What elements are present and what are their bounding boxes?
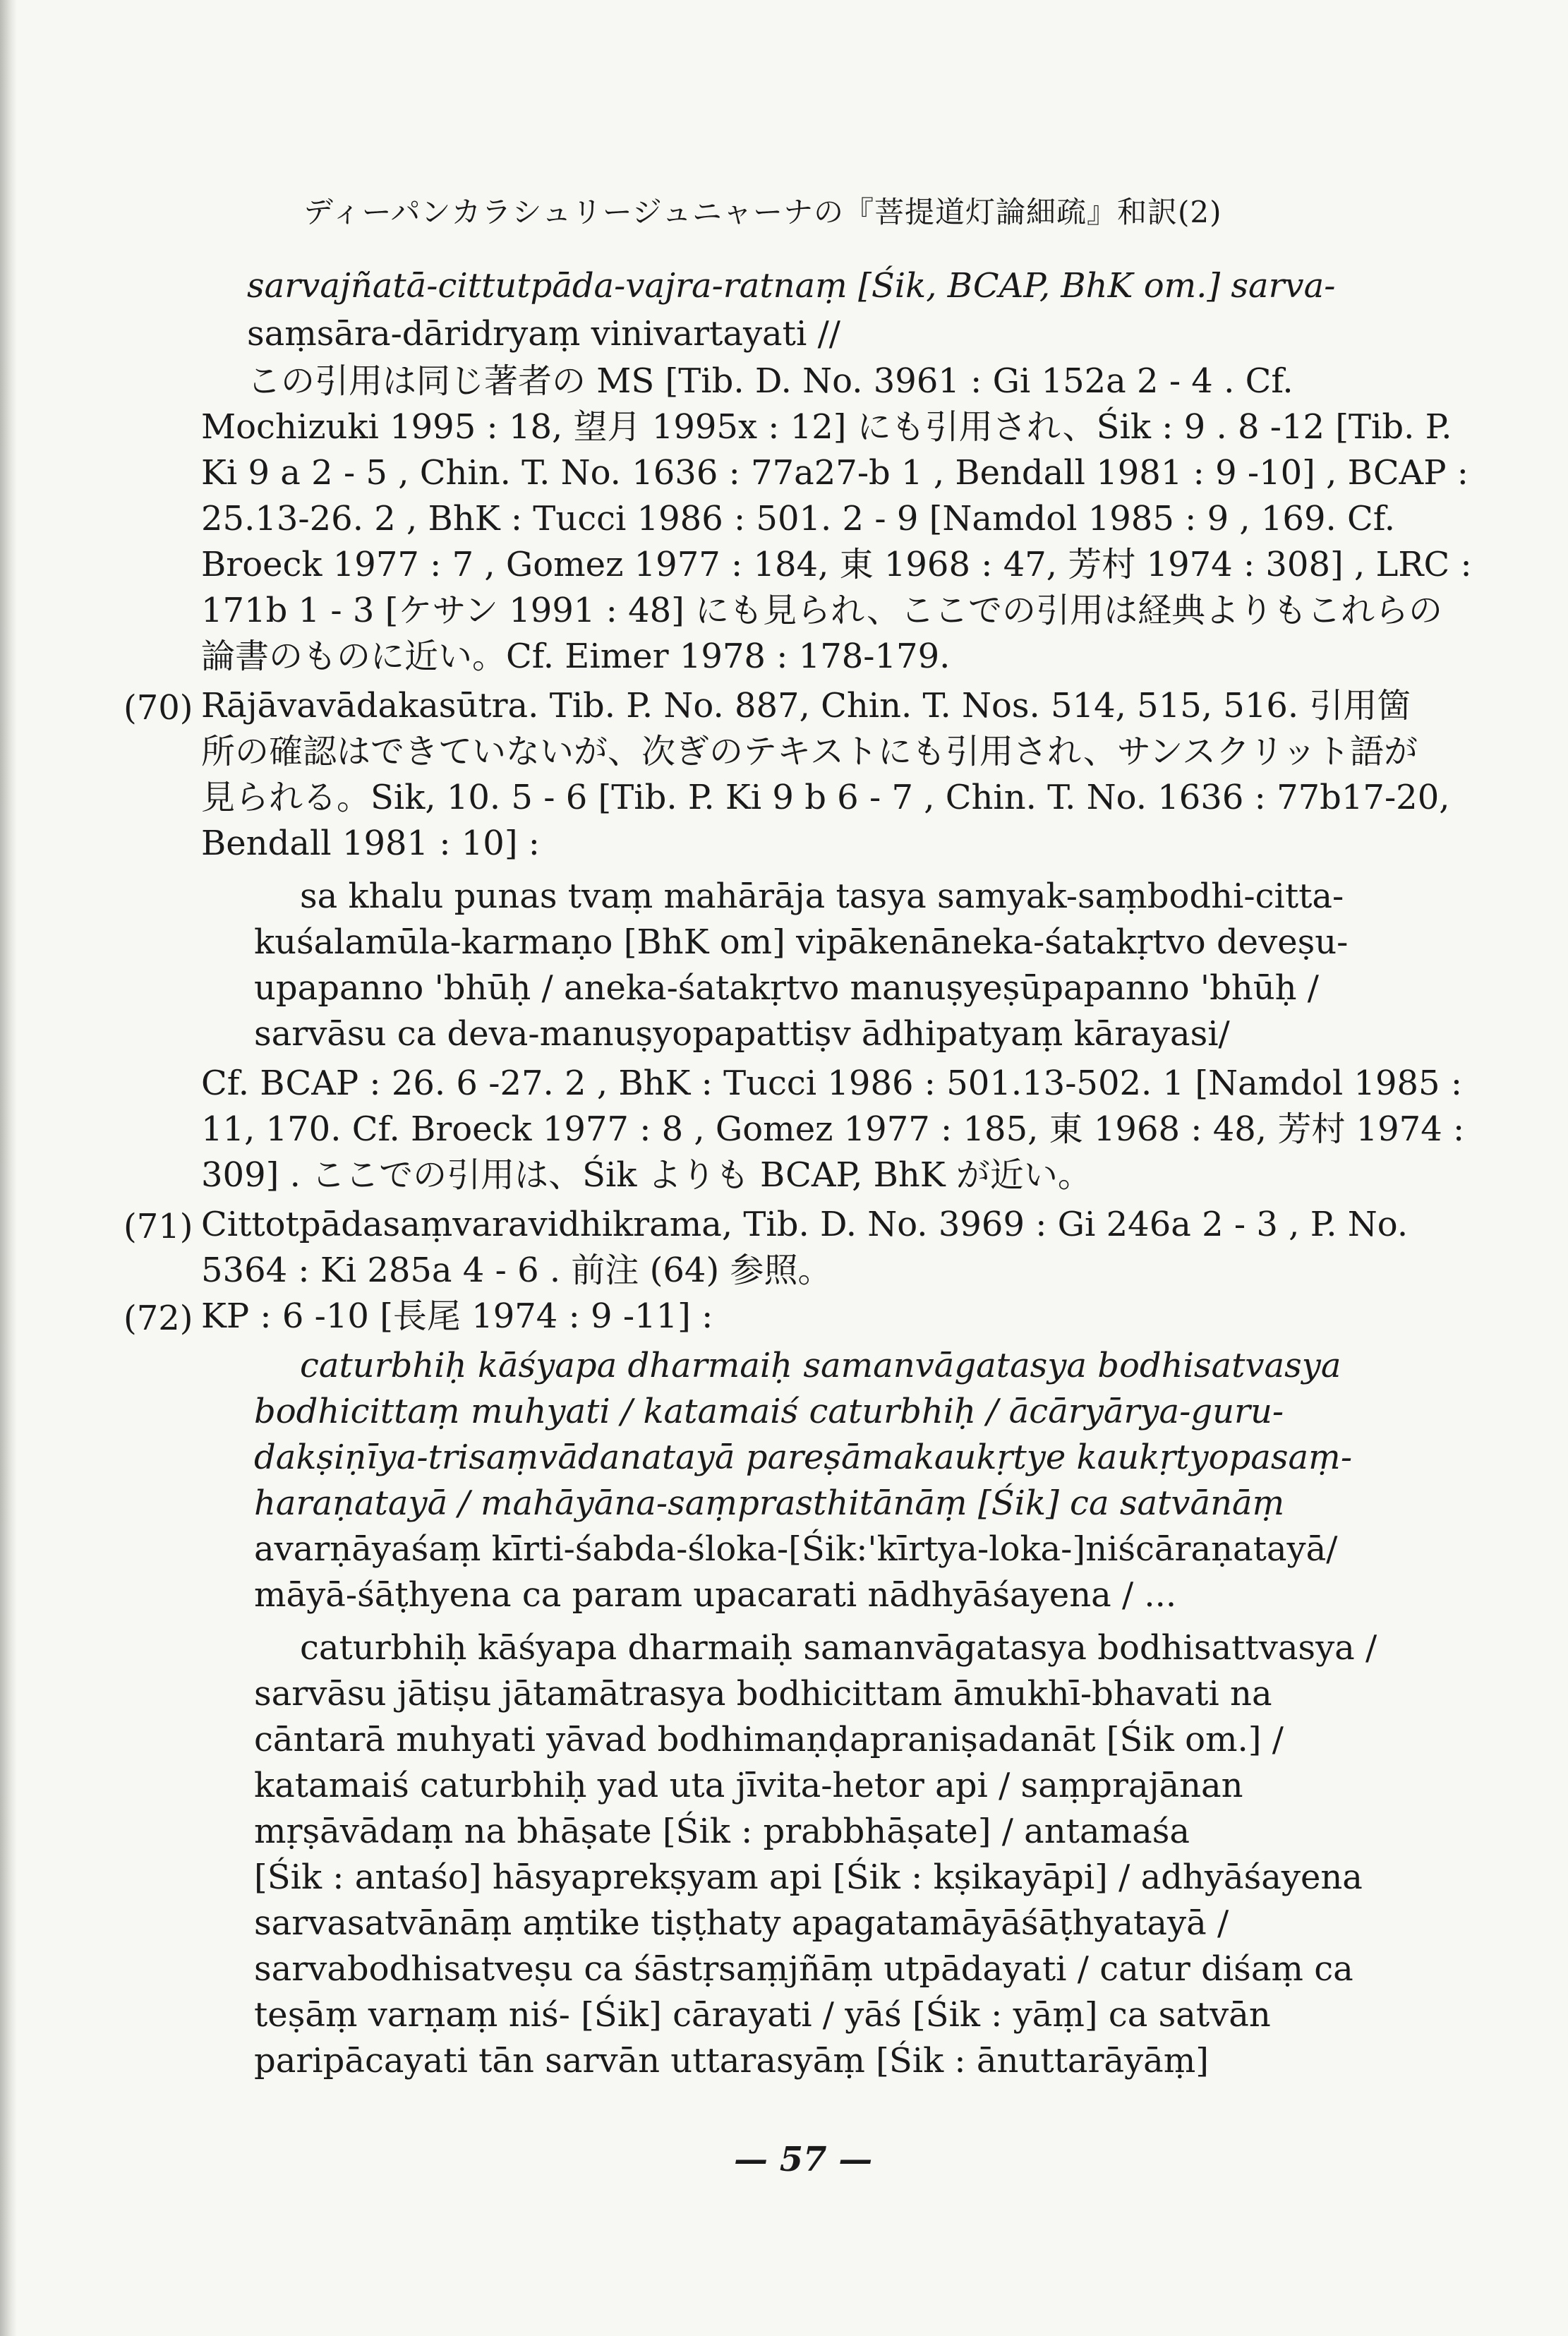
quote-line: sarvāsu ca deva-manuṣyopapattiṣv ādhipatyaṃ kārayasi/ <box>254 1014 1230 1054</box>
note-number: (72) <box>123 1299 193 1338</box>
intro-line: sarvajñatā-cittutpāda-vajra-ratnaṃ [Śik, BCAP, BhK om.] sarva- <box>247 266 1336 306</box>
note-line: KP : 6 -10 [長尾 1974 : 9 -11] : <box>201 1296 713 1336</box>
note-number: (71) <box>123 1207 193 1246</box>
page-number: — 57 — <box>734 2140 873 2179</box>
quote-line: caturbhiḥ kāśyapa dharmaiḥ samanvāgatasya bodhisatvasya <box>300 1346 1341 1385</box>
note-line: 見られる。Sik, 10. 5 - 6 [Tib. P. Ki 9 b 6 - 7 , Chin. T. No. 1636 : 77b17-20, <box>201 778 1450 817</box>
quote-line: katamaiś caturbhiḥ yad uta jīvita-hetor api / saṃprajānan <box>254 1766 1243 1805</box>
note-line: 309] . ここでの引用は、Śik よりも BCAP, BhK が近い。 <box>201 1155 1092 1195</box>
note-line: 11, 170. Cf. Broeck 1977 : 8 , Gomez 1977 : 185, 東 1968 : 48, 芳村 1974 : <box>201 1109 1465 1149</box>
quote-line: bodhicittaṃ muhyati / katamaiś caturbhiḥ / ācāryārya-guru- <box>254 1392 1284 1431</box>
intro-line: 25.13-26. 2 , BhK : Tucci 1986 : 501. 2 - 9 [Namdol 1985 : 9 , 169. Cf. <box>201 499 1396 538</box>
quote-line: kuśalamūla-karmaṇo [BhK om] vipākenāneka-śatakṛtvo deveṣu- <box>254 922 1349 962</box>
scan-edge-shadow <box>0 0 17 2336</box>
note-line: Rājāvavādakasūtra. Tib. P. No. 887, Chin. T. Nos. 514, 515, 516. 引用箇 <box>201 686 1411 726</box>
quote-line: sarvabodhisatveṣu ca śāstṛsaṃjñāṃ utpādayati / catur diśaṃ ca <box>254 1949 1353 1989</box>
quote-line: avarṇāyaśaṃ kīrti-śabda-śloka-[Śik:'kīrtya-loka-]niścāraṇatayā/ <box>254 1529 1338 1569</box>
quote-line: dakṣiṇīya-trisaṃvādanatayā pareṣāmakaukṛtye kaukṛtyopasaṃ- <box>254 1438 1353 1477</box>
quote-line: haraṇatayā / mahāyāna-saṃprasthitānāṃ [Śik] ca satvānāṃ <box>254 1483 1285 1523</box>
note-line: Cf. BCAP : 26. 6 -27. 2 , BhK : Tucci 1986 : 501.13-502. 1 [Namdol 1985 : <box>201 1064 1463 1103</box>
quote-line: paripācayati tān sarvān uttarasyāṃ [Śik : ānuttarāyāṃ] <box>254 2041 1210 2081</box>
intro-line: 論書のものに近い。Cf. Eimer 1978 : 178-179. <box>201 637 951 676</box>
intro-line: 171b 1 - 3 [ケサン 1991 : 48] にも見られ、ここでの引用は経典よりもこれらの <box>201 591 1443 630</box>
quote-line: upapanno 'bhūḥ / aneka-śatakṛtvo manuṣyeṣūpapanno 'bhūḥ / <box>254 968 1319 1008</box>
note-line: Bendall 1981 : 10] : <box>201 824 540 863</box>
quote-line: [Śik : antaśo] hāsyaprekṣyam api [Śik : kṣikayāpi] / adhyāśayena <box>254 1858 1363 1897</box>
intro-line: saṃsāra-dāridryaṃ vinivartayati // <box>247 314 840 354</box>
quote-line: sa khalu punas tvaṃ mahārāja tasya samyak-saṃbodhi-citta- <box>300 877 1344 916</box>
note-number: (70) <box>123 688 193 728</box>
quote-line: sarvāsu jātiṣu jātamātrasya bodhicittam āmukhī-bhavati na <box>254 1674 1272 1714</box>
intro-line: この引用は同じ著者の MS [Tib. D. No. 3961 : Gi 152a 2 - 4 . Cf. <box>247 361 1293 401</box>
quote-line: mṛṣāvādaṃ na bhāṣate [Śik : prabbhāṣate] / antamaśa <box>254 1812 1190 1851</box>
quote-line: caturbhiḥ kāśyapa dharmaiḥ samanvāgatasya bodhisattvasya / <box>300 1628 1377 1668</box>
intro-line: Broeck 1977 : 7 , Gomez 1977 : 184, 東 1968 : 47, 芳村 1974 : 308] , LRC : <box>201 545 1472 584</box>
quote-line: teṣāṃ varṇaṃ niś- [Śik] cārayati / yāś [Śik : yāṃ] ca satvān <box>254 1995 1271 2035</box>
quote-line: cāntarā muhyati yāvad bodhimaṇḍapraniṣadanāt [Śik om.] / <box>254 1720 1284 1759</box>
quote-line: māyā-śāṭhyena ca param upacarati nādhyāśayena / ... <box>254 1575 1177 1615</box>
running-header: ディーパンカラシュリージュニャーナの『菩提道灯論細疏』和訳(2) <box>303 195 1222 229</box>
note-line: Cittotpādasaṃvaravidhikrama, Tib. D. No. 3969 : Gi 246a 2 - 3 , P. No. <box>201 1205 1409 1244</box>
note-line: 所の確認はできていないが、次ぎのテキストにも引用され、サンスクリット語が <box>201 732 1418 771</box>
note-line: 5364 : Ki 285a 4 - 6 . 前注 (64) 参照。 <box>201 1251 832 1290</box>
intro-line: Ki 9 a 2 - 5 , Chin. T. No. 1636 : 77a27-b 1 , Bendall 1981 : 9 -10] , BCAP : <box>201 453 1469 493</box>
intro-line: Mochizuki 1995 : 18, 望月 1995x : 12] にも引用され、Śik : 9 . 8 -12 [Tib. P. <box>201 407 1452 447</box>
quote-line: sarvasatvānāṃ aṃtike tiṣṭhaty apagatamāyāśāṭhyatayā / <box>254 1903 1229 1943</box>
